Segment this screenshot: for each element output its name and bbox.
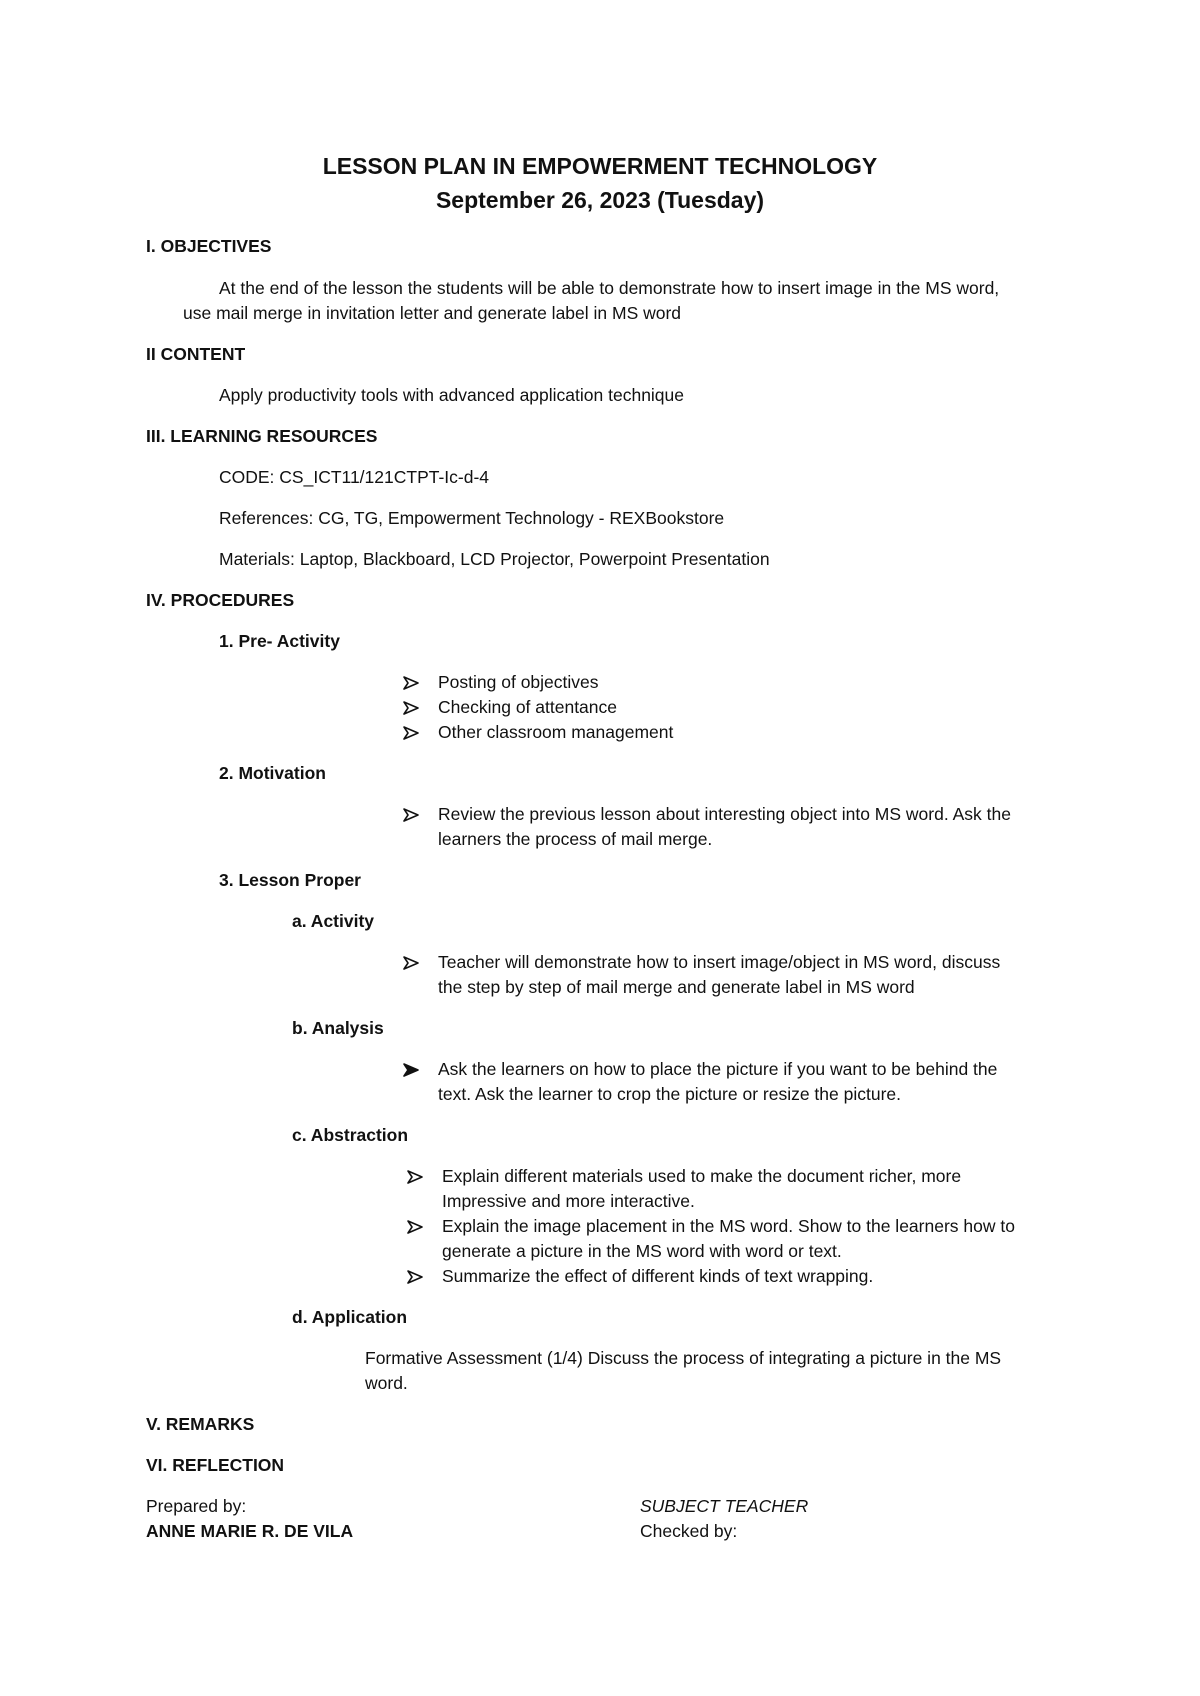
application-text-line1: Formative Assessment (1/4) Discuss the process of integrating a picture in the MS xyxy=(365,1348,1002,1368)
abstraction-item1-line2: Impressive and more interactive. xyxy=(442,1191,695,1211)
reflection-heading: VI. REFLECTION xyxy=(146,1455,285,1475)
motivation-item-line1: Review the previous lesson about interesting object into MS word. Ask the xyxy=(438,804,1011,824)
analysis-item-line2: text. Ask the learner to crop the picture or resize the picture. xyxy=(438,1084,902,1104)
prepared-by-label: Prepared by: xyxy=(146,1496,247,1516)
analysis-item-line1: Ask the learners on how to place the picture if you want to be behind the xyxy=(438,1059,998,1079)
arrow-bullet-icon xyxy=(402,674,420,692)
subject-teacher-label: SUBJECT TEACHER xyxy=(640,1496,809,1516)
motivation-heading: 2. Motivation xyxy=(219,763,326,783)
arrow-bullet-icon xyxy=(406,1168,424,1186)
arrow-bullet-icon xyxy=(402,806,420,824)
prepared-by-name: ANNE MARIE R. DE VILA xyxy=(146,1521,354,1541)
arrow-bullet-icon xyxy=(402,954,420,972)
arrow-bullet-icon xyxy=(406,1268,424,1286)
pre-activity-heading: 1. Pre- Activity xyxy=(219,631,340,651)
document-date: September 26, 2023 (Tuesday) xyxy=(435,187,765,213)
content-heading: II CONTENT xyxy=(146,344,246,364)
objectives-text-line1: At the end of the lesson the students will be able to demonstrate how to insert image in the MS word, xyxy=(219,278,1000,298)
remarks-heading: V. REMARKS xyxy=(146,1414,255,1434)
resources-code: CODE: CS_ICT11/121CTPT-Ic-d-4 xyxy=(219,467,490,487)
pre-activity-item: Other classroom management xyxy=(438,722,674,742)
abstraction-item2-line2: generate a picture in the MS word with word or text. xyxy=(442,1241,842,1261)
resources-heading: III. LEARNING RESOURCES xyxy=(146,426,378,446)
arrow-bullet-icon xyxy=(406,1218,424,1236)
arrow-bullet-icon xyxy=(402,724,420,742)
activity-item-line2: the step by step of mail merge and generate label in MS word xyxy=(438,977,915,997)
abstraction-item1-line1: Explain different materials used to make the document richer, more xyxy=(442,1166,962,1186)
content-text: Apply productivity tools with advanced application technique xyxy=(219,385,685,405)
objectives-text-line2: use mail merge in invitation letter and generate label in MS word xyxy=(183,303,682,323)
activity-heading: a. Activity xyxy=(292,911,375,931)
motivation-item-line2: learners the process of mail merge. xyxy=(438,829,713,849)
objectives-heading: I. OBJECTIVES xyxy=(146,236,272,256)
application-heading: d. Application xyxy=(292,1307,408,1327)
abstraction-heading: c. Abstraction xyxy=(292,1125,409,1145)
lesson-proper-heading: 3. Lesson Proper xyxy=(219,870,361,890)
procedures-heading: IV. PROCEDURES xyxy=(146,590,295,610)
abstraction-item2-line1: Explain the image placement in the MS word. Show to the learners how to xyxy=(442,1216,1015,1236)
pre-activity-item: Checking of attentance xyxy=(438,697,618,717)
abstraction-item3: Summarize the effect of different kinds of text wrapping. xyxy=(442,1266,874,1286)
analysis-heading: b. Analysis xyxy=(292,1018,384,1038)
activity-item-line1: Teacher will demonstrate how to insert image/object in MS word, discuss xyxy=(438,952,1001,972)
arrow-bullet-icon xyxy=(402,1061,420,1079)
application-text-line2: word. xyxy=(365,1373,408,1393)
checked-by-label: Checked by: xyxy=(640,1521,738,1541)
pre-activity-item: Posting of objectives xyxy=(438,672,599,692)
document-title: LESSON PLAN IN EMPOWERMENT TECHNOLOGY xyxy=(322,153,878,179)
arrow-bullet-icon xyxy=(402,699,420,717)
resources-materials: Materials: Laptop, Blackboard, LCD Projector, Powerpoint Presentation xyxy=(219,549,770,569)
resources-references: References: CG, TG, Empowerment Technology - REXBookstore xyxy=(219,508,725,528)
